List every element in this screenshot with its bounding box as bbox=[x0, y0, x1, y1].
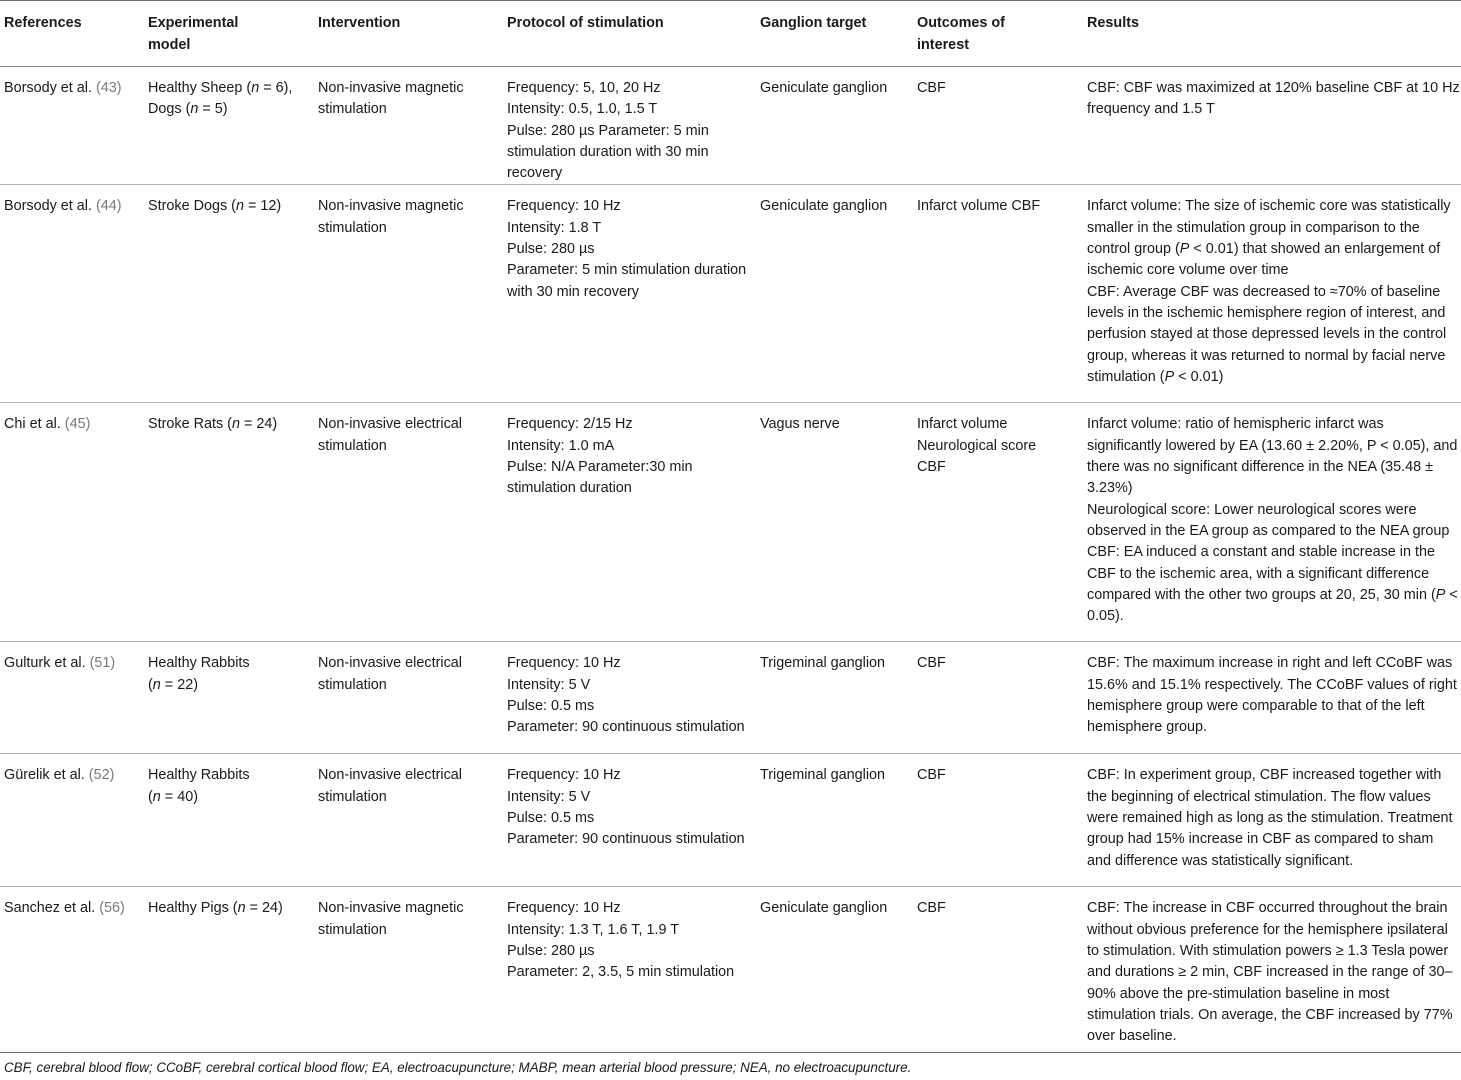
cell-outcomes: Infarct volume Neurological score CBF bbox=[917, 416, 1037, 476]
cell-intervention: Non-invasive magnetic stimulation bbox=[318, 198, 464, 236]
protocol-line: Pulse: 280 µs bbox=[507, 943, 595, 960]
header-experimental-model: Experimental model bbox=[148, 15, 239, 53]
protocol-line: Frequency: 2/15 Hz bbox=[507, 416, 633, 433]
cell-model: Stroke Dogs (n = 12) bbox=[148, 198, 282, 215]
header-outcomes: Outcomes of interest bbox=[917, 15, 1005, 53]
cell-ganglion-target: Trigeminal ganglion bbox=[760, 655, 886, 672]
cell-results bbox=[1083, 67, 1461, 185]
cell-intervention: Non-invasive electrical stimulation bbox=[318, 655, 462, 693]
protocol-line: Frequency: 10 Hz bbox=[507, 198, 621, 215]
table-row bbox=[0, 403, 1461, 642]
cell-protocol bbox=[503, 403, 756, 642]
reference-number: (56) bbox=[99, 900, 125, 917]
reference-number: (44) bbox=[96, 198, 122, 215]
table-row bbox=[0, 642, 1461, 754]
result-paragraph: CBF: CBF was maximized at 120% baseline CBF at 10 Hz frequency and 1.5 T bbox=[1087, 80, 1460, 118]
header-row bbox=[0, 1, 1461, 67]
protocol-line: Pulse: 0.5 ms bbox=[507, 810, 595, 827]
cell-results bbox=[1083, 754, 1461, 887]
reference-author: Borsody et al. bbox=[4, 198, 96, 215]
header-references: References bbox=[4, 15, 82, 31]
protocol-line: Parameter: 5 min stimulation duration with 30 min recovery bbox=[507, 262, 747, 300]
result-paragraph: CBF: The increase in CBF occurred throughout the brain without obvious preference for the hemisphere ipsilateral to stimulation. With stimulation powers ≥ 1.3 Tesla power and durations ≥ 2 min, CBF increased in the range of 30–90% above the pre-stimulation baseline in most stimulation trials. On average, the CBF increased by 77% over baseline. bbox=[1087, 900, 1453, 1045]
cell-protocol bbox=[503, 642, 756, 754]
protocol-line: Pulse: N/A Parameter:30 min stimulation duration bbox=[507, 459, 693, 497]
cell-ganglion-target: Trigeminal ganglion bbox=[760, 767, 886, 784]
cell-ganglion-target: Vagus nerve bbox=[760, 416, 840, 433]
protocol-line: Frequency: 10 Hz bbox=[507, 655, 621, 672]
result-paragraph: Infarct volume: The size of ischemic core was statistically smaller in the stimulation group in comparison to the control group (P < 0.01) that showed an enlargement of ischemic core volume over time bbox=[1087, 198, 1451, 279]
cell-intervention: Non-invasive magnetic stimulation bbox=[318, 80, 464, 118]
result-paragraph: CBF: EA induced a constant and stable increase in the CBF to the ischemic area, with a significant difference compared with the other two groups at 20, 25, 30 min (P < 0.05). bbox=[1087, 544, 1458, 625]
table-row bbox=[0, 887, 1461, 1053]
cell-results bbox=[1083, 887, 1461, 1053]
reference-author: Gulturk et al. bbox=[4, 655, 90, 672]
cell-model: Stroke Rats (n = 24) bbox=[148, 416, 278, 433]
cell-ganglion-target: Geniculate ganglion bbox=[760, 80, 888, 96]
protocol-line: Pulse: 280 µs bbox=[507, 241, 595, 258]
reference-author: Sanchez et al. bbox=[4, 900, 100, 917]
cell-model: Healthy Sheep (n = 6), Dogs (n = 5) bbox=[148, 80, 293, 118]
protocol-line: Frequency: 10 Hz bbox=[507, 900, 621, 917]
header-results: Results bbox=[1087, 15, 1139, 31]
cell-reference bbox=[0, 185, 144, 403]
cell-intervention: Non-invasive magnetic stimulation bbox=[318, 900, 464, 938]
cell-results bbox=[1083, 185, 1461, 403]
table-row bbox=[0, 185, 1461, 403]
header-ganglion-target: Ganglion target bbox=[760, 15, 867, 31]
cell-reference bbox=[0, 887, 144, 1053]
protocol-line: Pulse: 280 µs Parameter: 5 min stimulation duration with 30 min recovery bbox=[507, 122, 709, 182]
protocol-line: Intensity: 1.0 mA bbox=[507, 437, 615, 454]
cell-outcomes: CBF bbox=[917, 900, 946, 917]
result-paragraph: Infarct volume: ratio of hemispheric infarct was significantly lowered by EA (13.60 ± 2.20%, P < 0.05), and there was no significant difference in the NEA (35.48 ± 3.23%) bbox=[1087, 416, 1458, 497]
protocol-line: Parameter: 90 continuous stimulation bbox=[507, 719, 745, 736]
cell-outcomes: Infarct volume CBF bbox=[917, 198, 1041, 215]
protocol-line: Intensity: 5 V bbox=[507, 676, 591, 693]
table-row bbox=[0, 754, 1461, 887]
cell-model: Healthy Rabbits (n = 40) bbox=[148, 767, 250, 805]
protocol-line: Frequency: 5, 10, 20 Hz bbox=[507, 80, 661, 96]
cell-results bbox=[1083, 642, 1461, 754]
header-intervention: Intervention bbox=[318, 15, 401, 31]
table-footnote: CBF, cerebral blood flow; CCoBF, cerebral cortical blood flow; EA, electroacupuncture; MABP, mean arterial blood pressure; NEA, no electroacupuncture. bbox=[4, 1060, 912, 1075]
reference-number: (52) bbox=[88, 767, 115, 784]
cell-reference bbox=[0, 642, 144, 754]
reference-number: (51) bbox=[89, 655, 116, 672]
protocol-line: Parameter: 2, 3.5, 5 min stimulation bbox=[507, 964, 735, 981]
protocol-line: Intensity: 1.3 T, 1.6 T, 1.9 T bbox=[507, 921, 679, 938]
cell-outcomes: CBF bbox=[917, 767, 946, 784]
cell-model: Healthy Pigs (n = 24) bbox=[148, 900, 283, 917]
cell-outcomes: CBF bbox=[917, 655, 946, 672]
cell-reference bbox=[0, 67, 144, 185]
protocol-line: Pulse: 0.5 ms bbox=[507, 698, 595, 715]
reference-author: Gürelik et al. bbox=[4, 767, 89, 784]
cell-intervention: Non-invasive electrical stimulation bbox=[318, 416, 462, 454]
cell-protocol bbox=[503, 887, 756, 1053]
cell-reference bbox=[0, 403, 144, 642]
result-paragraph: CBF: In experiment group, CBF increased together with the beginning of electrical stimulation. The flow values were remained high as long as the stimulation. Treatment group had 15% increase in CBF as compared to sham and difference was statistically significant. bbox=[1087, 767, 1453, 869]
protocol-line: Intensity: 0.5, 1.0, 1.5 T bbox=[507, 101, 658, 118]
protocol-line: Parameter: 90 continuous stimulation bbox=[507, 831, 745, 848]
cell-protocol bbox=[503, 185, 756, 403]
cell-intervention: Non-invasive electrical stimulation bbox=[318, 767, 462, 805]
cell-reference bbox=[0, 754, 144, 887]
result-paragraph: Neurological score: Lower neurological scores were observed in the EA group as compared to the NEA group bbox=[1087, 501, 1450, 539]
reference-number: (43) bbox=[96, 80, 122, 96]
result-paragraph: CBF: The maximum increase in right and left CCoBF was 15.6% and 15.1% respectively. The CCoBF values of right hemisphere group were comparable to that of the left hemisphere group. bbox=[1087, 655, 1457, 736]
table-row bbox=[0, 67, 1461, 185]
cell-model: Healthy Rabbits (n = 22) bbox=[148, 655, 250, 693]
cell-results bbox=[1083, 403, 1461, 642]
cell-ganglion-target: Geniculate ganglion bbox=[760, 900, 888, 917]
protocol-line: Intensity: 5 V bbox=[507, 788, 591, 805]
result-paragraph: CBF: Average CBF was decreased to ≈70% of baseline levels in the ischemic hemisphere region of interest, and perfusion stayed at those depressed levels in the control group, whereas it was returned to normal by facial nerve stimulation (P < 0.01) bbox=[1087, 283, 1447, 385]
cell-outcomes: CBF bbox=[917, 80, 946, 96]
protocol-line: Intensity: 1.8 T bbox=[507, 219, 602, 236]
cell-protocol bbox=[503, 754, 756, 887]
reference-author: Chi et al. bbox=[4, 416, 65, 433]
reference-author: Borsody et al. bbox=[4, 80, 96, 96]
cell-protocol bbox=[503, 67, 756, 185]
protocol-line: Frequency: 10 Hz bbox=[507, 767, 621, 784]
reference-number: (45) bbox=[64, 416, 91, 433]
cell-ganglion-target: Geniculate ganglion bbox=[760, 198, 888, 215]
header-protocol: Protocol of stimulation bbox=[507, 15, 664, 31]
